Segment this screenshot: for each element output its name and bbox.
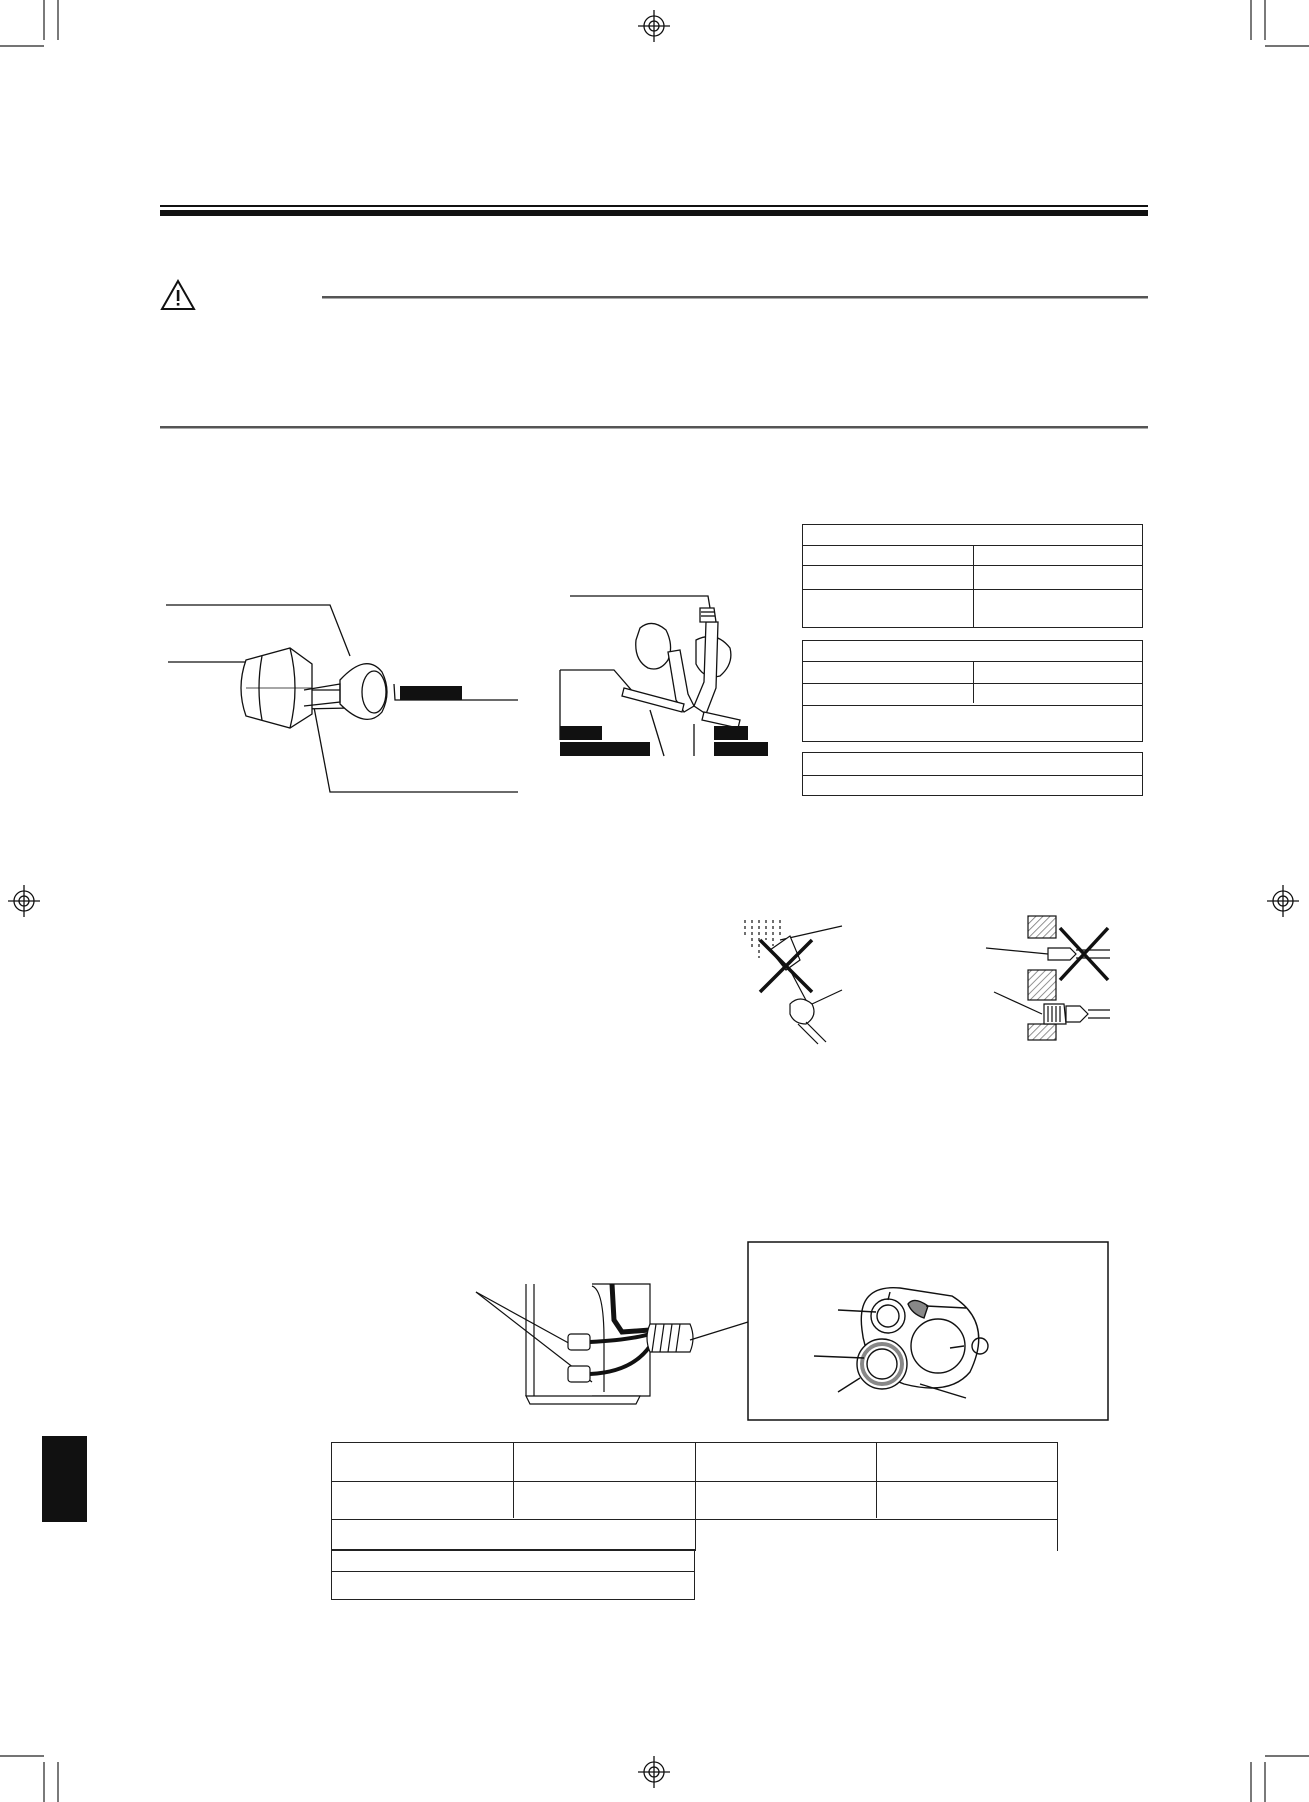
wrench-label-bar-d — [714, 742, 768, 756]
heading-rule-thick — [160, 210, 1148, 216]
flare-label-bar — [400, 686, 462, 700]
registration-mark-icon — [1267, 885, 1299, 917]
wrench-label-bar-a — [560, 726, 602, 740]
pipe-cross-section — [814, 1288, 988, 1398]
warning-bottom-rule — [160, 426, 1148, 429]
insulation-tape-icon — [647, 1324, 693, 1352]
wrench-icon — [700, 608, 716, 622]
spec-table-1 — [802, 524, 1143, 628]
spec-table-3 — [802, 752, 1143, 796]
registration-mark-icon — [638, 1756, 670, 1788]
registration-mark-icon — [638, 10, 670, 42]
crop-mark-top-right — [1251, 0, 1309, 46]
heading-rule-thin — [160, 205, 1148, 207]
crop-mark-bottom-right — [1251, 1756, 1309, 1802]
outdoor-unit-figure — [476, 1284, 748, 1404]
wrench-label-bar-c — [714, 726, 748, 740]
warning-top-rule — [322, 296, 1148, 299]
warning-triangle-icon — [162, 281, 194, 309]
wrench-label-bar-b — [560, 742, 650, 756]
rain-cap-figure — [745, 920, 842, 1044]
insulation-table — [331, 1442, 1058, 1551]
insulation-table-lower — [331, 1549, 695, 1600]
flare-nut-figure — [166, 605, 518, 792]
crop-mark-bottom-left — [0, 1756, 58, 1802]
registration-mark-icon — [8, 885, 40, 917]
crop-mark-top-left — [0, 0, 58, 46]
language-side-tab — [42, 1436, 87, 1522]
wall-hole-figure — [986, 916, 1110, 1040]
spec-table-2 — [802, 640, 1143, 742]
